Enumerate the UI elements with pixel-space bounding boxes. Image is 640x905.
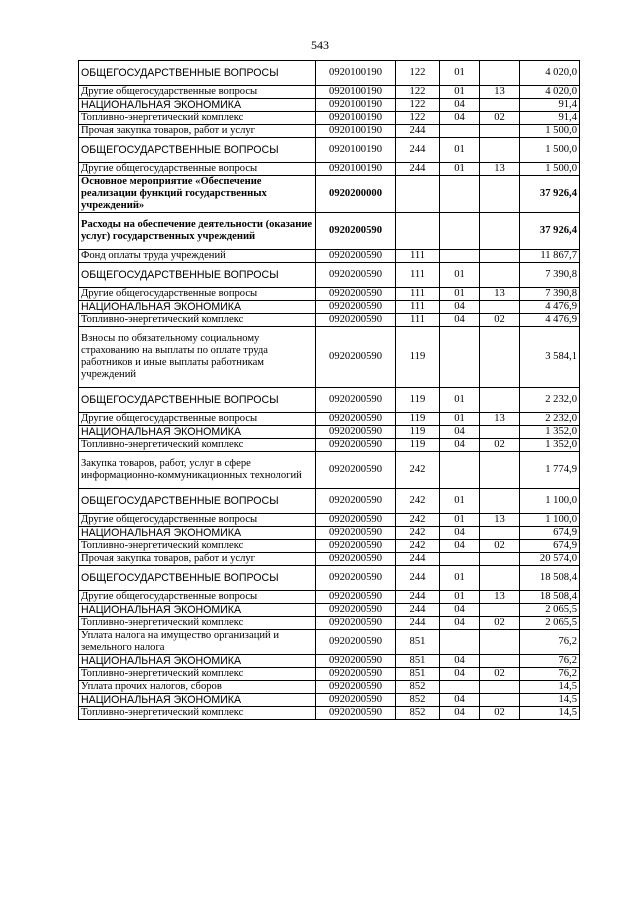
subsection-cell — [480, 655, 520, 668]
section-cell: 04 — [440, 112, 480, 125]
subsection-cell: 13 — [480, 288, 520, 301]
target-code-cell: 0920200590 — [316, 694, 396, 707]
section-cell — [440, 681, 480, 694]
subsection-cell — [480, 61, 520, 86]
expense-type-cell: 244 — [396, 591, 440, 604]
table-row — [79, 566, 580, 591]
amount-cell: 76,2 — [520, 630, 580, 655]
target-code-cell: 0920200590 — [316, 288, 396, 301]
page-number: 543 — [311, 38, 329, 52]
section-cell: 01 — [440, 263, 480, 288]
target-code-cell: 0920200590 — [316, 413, 396, 426]
subsection-cell — [480, 125, 520, 138]
expense-type-cell: 119 — [396, 388, 440, 413]
table-row — [79, 681, 580, 694]
expense-type-cell: 244 — [396, 604, 440, 617]
expense-type-cell: 244 — [396, 617, 440, 630]
amount-cell: 2 232,0 — [520, 388, 580, 413]
expense-type-cell — [396, 213, 440, 250]
amount-cell: 37 926,4 — [520, 176, 580, 213]
target-code-cell: 0920100190 — [316, 163, 396, 176]
row-name-cell: Топливно-энергетический комплекс — [79, 112, 316, 125]
section-cell — [440, 176, 480, 213]
subsection-cell — [480, 327, 520, 388]
target-code-cell: 0920100190 — [316, 61, 396, 86]
subsection-cell — [480, 138, 520, 163]
row-name-cell: НАЦИОНАЛЬНАЯ ЭКОНОМИКА — [79, 655, 316, 668]
amount-cell: 4 476,9 — [520, 301, 580, 314]
row-name-cell: Топливно-энергетический комплекс — [79, 439, 316, 452]
row-name-cell: Другие общегосударственные вопросы — [79, 591, 316, 604]
section-cell — [440, 553, 480, 566]
expense-type-cell: 852 — [396, 694, 440, 707]
amount-cell: 2 232,0 — [520, 413, 580, 426]
target-code-cell: 0920100190 — [316, 112, 396, 125]
target-code-cell: 0920200590 — [316, 630, 396, 655]
table-row — [79, 452, 580, 489]
row-name-cell: Другие общегосударственные вопросы — [79, 514, 316, 527]
table-row — [79, 301, 580, 314]
target-code-cell: 0920100190 — [316, 138, 396, 163]
row-name-cell: Закупка товаров, работ, услуг в сфере информационно-коммуникационных технологий — [79, 452, 316, 489]
expense-type-cell: 852 — [396, 707, 440, 720]
row-name-cell: НАЦИОНАЛЬНАЯ ЭКОНОМИКА — [79, 99, 316, 112]
section-cell: 01 — [440, 489, 480, 514]
amount-cell: 14,5 — [520, 694, 580, 707]
target-code-cell: 0920200590 — [316, 527, 396, 540]
amount-cell: 7 390,8 — [520, 288, 580, 301]
expense-type-cell: 242 — [396, 527, 440, 540]
row-name-cell: Другие общегосударственные вопросы — [79, 413, 316, 426]
amount-cell: 1 500,0 — [520, 138, 580, 163]
table-row — [79, 213, 580, 250]
row-name-cell: НАЦИОНАЛЬНАЯ ЭКОНОМИКА — [79, 527, 316, 540]
expense-type-cell: 119 — [396, 327, 440, 388]
amount-cell: 1 100,0 — [520, 514, 580, 527]
section-cell — [440, 250, 480, 263]
amount-cell: 11 867,7 — [520, 250, 580, 263]
expense-type-cell: 852 — [396, 681, 440, 694]
target-code-cell: 0920200590 — [316, 263, 396, 288]
table-row — [79, 138, 580, 163]
amount-cell: 4 020,0 — [520, 61, 580, 86]
row-name-cell: Топливно-энергетический комплекс — [79, 314, 316, 327]
target-code-cell: 0920200590 — [316, 566, 396, 591]
expense-type-cell: 122 — [396, 112, 440, 125]
subsection-cell — [480, 527, 520, 540]
target-code-cell: 0920200590 — [316, 489, 396, 514]
amount-cell: 37 926,4 — [520, 213, 580, 250]
row-name-cell: Прочая закупка товаров, работ и услуг — [79, 125, 316, 138]
table-row — [79, 426, 580, 439]
row-name-cell: НАЦИОНАЛЬНАЯ ЭКОНОМИКА — [79, 301, 316, 314]
target-code-cell: 0920200590 — [316, 388, 396, 413]
table-row — [79, 327, 580, 388]
expense-type-cell: 119 — [396, 439, 440, 452]
row-name-cell: Другие общегосударственные вопросы — [79, 288, 316, 301]
expense-type-cell: 111 — [396, 263, 440, 288]
section-cell: 04 — [440, 439, 480, 452]
table-row — [79, 553, 580, 566]
table-row — [79, 514, 580, 527]
row-name-cell: Уплата налога на имущество организаций и земельного налога — [79, 630, 316, 655]
amount-cell: 4 476,9 — [520, 314, 580, 327]
table-row — [79, 707, 580, 720]
subsection-cell — [480, 388, 520, 413]
expense-type-cell: 111 — [396, 288, 440, 301]
subsection-cell: 13 — [480, 413, 520, 426]
subsection-cell: 02 — [480, 314, 520, 327]
table-row — [79, 630, 580, 655]
table-row — [79, 86, 580, 99]
target-code-cell: 0920200590 — [316, 668, 396, 681]
expense-type-cell: 244 — [396, 138, 440, 163]
section-cell: 01 — [440, 138, 480, 163]
section-cell: 01 — [440, 163, 480, 176]
subsection-cell — [480, 263, 520, 288]
target-code-cell: 0920200590 — [316, 250, 396, 263]
amount-cell: 2 065,5 — [520, 604, 580, 617]
subsection-cell: 02 — [480, 540, 520, 553]
subsection-cell: 13 — [480, 591, 520, 604]
section-cell: 01 — [440, 288, 480, 301]
target-code-cell: 0920200590 — [316, 655, 396, 668]
section-cell: 04 — [440, 301, 480, 314]
table-row — [79, 163, 580, 176]
subsection-cell — [480, 176, 520, 213]
amount-cell: 2 065,5 — [520, 617, 580, 630]
amount-cell: 20 574,0 — [520, 553, 580, 566]
table-row — [79, 99, 580, 112]
table-row — [79, 604, 580, 617]
section-cell: 04 — [440, 668, 480, 681]
amount-cell: 1 100,0 — [520, 489, 580, 514]
expense-type-cell: 244 — [396, 566, 440, 591]
expense-type-cell: 244 — [396, 125, 440, 138]
row-name-cell: Основное мероприятие «Обеспечение реализации функций государственных учреждений» — [79, 176, 316, 213]
target-code-cell: 0920200590 — [316, 591, 396, 604]
expense-type-cell — [396, 176, 440, 213]
row-name-cell: Прочая закупка товаров, работ и услуг — [79, 553, 316, 566]
target-code-cell: 0920200590 — [316, 301, 396, 314]
amount-cell: 674,9 — [520, 540, 580, 553]
expense-type-cell: 851 — [396, 668, 440, 681]
expense-type-cell: 122 — [396, 61, 440, 86]
expense-type-cell: 242 — [396, 514, 440, 527]
amount-cell: 18 508,4 — [520, 566, 580, 591]
row-name-cell: ОБЩЕГОСУДАРСТВЕННЫЕ ВОПРОСЫ — [79, 489, 316, 514]
subsection-cell — [480, 489, 520, 514]
row-name-cell: ОБЩЕГОСУДАРСТВЕННЫЕ ВОПРОСЫ — [79, 61, 316, 86]
table-row — [79, 288, 580, 301]
target-code-cell: 0920200590 — [316, 314, 396, 327]
expense-type-cell: 111 — [396, 301, 440, 314]
subsection-cell — [480, 566, 520, 591]
row-name-cell: Другие общегосударственные вопросы — [79, 86, 316, 99]
section-cell: 04 — [440, 314, 480, 327]
subsection-cell: 13 — [480, 514, 520, 527]
table-row — [79, 250, 580, 263]
row-name-cell: Фонд оплаты труда учреждений — [79, 250, 316, 263]
table-row — [79, 439, 580, 452]
section-cell: 01 — [440, 591, 480, 604]
section-cell: 04 — [440, 540, 480, 553]
subsection-cell — [480, 694, 520, 707]
section-cell: 04 — [440, 694, 480, 707]
subsection-cell: 13 — [480, 163, 520, 176]
section-cell: 04 — [440, 426, 480, 439]
subsection-cell — [480, 301, 520, 314]
amount-cell: 3 584,1 — [520, 327, 580, 388]
row-name-cell: Топливно-энергетический комплекс — [79, 540, 316, 553]
expense-type-cell: 851 — [396, 655, 440, 668]
row-name-cell: Уплата прочих налогов, сборов — [79, 681, 316, 694]
target-code-cell: 0920100190 — [316, 86, 396, 99]
row-name-cell: Топливно-энергетический комплекс — [79, 707, 316, 720]
amount-cell: 91,4 — [520, 112, 580, 125]
table-row — [79, 314, 580, 327]
target-code-cell: 0920100190 — [316, 99, 396, 112]
section-cell — [440, 125, 480, 138]
amount-cell: 1 352,0 — [520, 439, 580, 452]
subsection-cell — [480, 426, 520, 439]
row-name-cell: Расходы на обеспечение деятельности (оказание услуг) государственных учреждений — [79, 213, 316, 250]
target-code-cell: 0920200590 — [316, 514, 396, 527]
section-cell: 04 — [440, 617, 480, 630]
target-code-cell: 0920200000 — [316, 176, 396, 213]
table-body — [79, 61, 580, 720]
row-name-cell: Топливно-энергетический комплекс — [79, 668, 316, 681]
row-name-cell: Взносы по обязательному социальному страхованию на выплаты по оплате труда работников и иные выплаты работникам учреждений — [79, 327, 316, 388]
section-cell — [440, 630, 480, 655]
table-row — [79, 413, 580, 426]
subsection-cell: 13 — [480, 86, 520, 99]
subsection-cell: 02 — [480, 112, 520, 125]
row-name-cell: ОБЩЕГОСУДАРСТВЕННЫЕ ВОПРОСЫ — [79, 566, 316, 591]
expense-type-cell: 111 — [396, 250, 440, 263]
target-code-cell: 0920200590 — [316, 439, 396, 452]
subsection-cell: 02 — [480, 707, 520, 720]
amount-cell: 4 020,0 — [520, 86, 580, 99]
subsection-cell — [480, 681, 520, 694]
amount-cell: 7 390,8 — [520, 263, 580, 288]
expense-type-cell: 111 — [396, 314, 440, 327]
amount-cell: 1 774,9 — [520, 452, 580, 489]
row-name-cell: НАЦИОНАЛЬНАЯ ЭКОНОМИКА — [79, 604, 316, 617]
table-row — [79, 591, 580, 604]
amount-cell: 76,2 — [520, 668, 580, 681]
subsection-cell — [480, 250, 520, 263]
table-row — [79, 668, 580, 681]
target-code-cell: 0920200590 — [316, 426, 396, 439]
subsection-cell — [480, 213, 520, 250]
expense-type-cell: 244 — [396, 163, 440, 176]
row-name-cell: НАЦИОНАЛЬНАЯ ЭКОНОМИКА — [79, 694, 316, 707]
target-code-cell: 0920200590 — [316, 707, 396, 720]
section-cell: 01 — [440, 86, 480, 99]
expense-type-cell: 242 — [396, 489, 440, 514]
subsection-cell: 02 — [480, 439, 520, 452]
subsection-cell — [480, 452, 520, 489]
amount-cell: 1 500,0 — [520, 125, 580, 138]
expense-type-cell: 119 — [396, 413, 440, 426]
row-name-cell: ОБЩЕГОСУДАРСТВЕННЫЕ ВОПРОСЫ — [79, 263, 316, 288]
amount-cell: 674,9 — [520, 527, 580, 540]
section-cell: 04 — [440, 99, 480, 112]
section-cell: 01 — [440, 566, 480, 591]
section-cell: 04 — [440, 655, 480, 668]
target-code-cell: 0920200590 — [316, 681, 396, 694]
table-row — [79, 489, 580, 514]
target-code-cell: 0920200590 — [316, 540, 396, 553]
amount-cell: 14,5 — [520, 707, 580, 720]
subsection-cell: 02 — [480, 617, 520, 630]
amount-cell: 1 352,0 — [520, 426, 580, 439]
amount-cell: 76,2 — [520, 655, 580, 668]
subsection-cell: 02 — [480, 668, 520, 681]
section-cell — [440, 452, 480, 489]
amount-cell: 91,4 — [520, 99, 580, 112]
table-row — [79, 263, 580, 288]
subsection-cell — [480, 604, 520, 617]
table-row — [79, 617, 580, 630]
row-name-cell: ОБЩЕГОСУДАРСТВЕННЫЕ ВОПРОСЫ — [79, 138, 316, 163]
section-cell — [440, 213, 480, 250]
table-row — [79, 540, 580, 553]
target-code-cell: 0920200590 — [316, 452, 396, 489]
amount-cell: 18 508,4 — [520, 591, 580, 604]
amount-cell: 1 500,0 — [520, 163, 580, 176]
target-code-cell: 0920200590 — [316, 213, 396, 250]
section-cell: 04 — [440, 527, 480, 540]
target-code-cell: 0920200590 — [316, 553, 396, 566]
section-cell: 04 — [440, 604, 480, 617]
expense-type-cell: 122 — [396, 99, 440, 112]
section-cell: 04 — [440, 707, 480, 720]
table-row — [79, 176, 580, 213]
target-code-cell: 0920200590 — [316, 604, 396, 617]
subsection-cell — [480, 553, 520, 566]
table-row — [79, 125, 580, 138]
section-cell: 01 — [440, 413, 480, 426]
expense-type-cell: 122 — [396, 86, 440, 99]
row-name-cell: НАЦИОНАЛЬНАЯ ЭКОНОМИКА — [79, 426, 316, 439]
target-code-cell: 0920200590 — [316, 327, 396, 388]
subsection-cell — [480, 99, 520, 112]
section-cell — [440, 327, 480, 388]
table-row — [79, 655, 580, 668]
section-cell: 01 — [440, 388, 480, 413]
table-row — [79, 61, 580, 86]
expense-type-cell: 242 — [396, 540, 440, 553]
row-name-cell: Топливно-энергетический комплекс — [79, 617, 316, 630]
amount-cell: 14,5 — [520, 681, 580, 694]
target-code-cell: 0920100190 — [316, 125, 396, 138]
table-row — [79, 527, 580, 540]
target-code-cell: 0920200590 — [316, 617, 396, 630]
section-cell: 01 — [440, 61, 480, 86]
row-name-cell: Другие общегосударственные вопросы — [79, 163, 316, 176]
section-cell: 01 — [440, 514, 480, 527]
subsection-cell — [480, 630, 520, 655]
table-row — [79, 112, 580, 125]
expense-type-cell: 119 — [396, 426, 440, 439]
table-row — [79, 694, 580, 707]
table-row — [79, 388, 580, 413]
expense-type-cell: 851 — [396, 630, 440, 655]
row-name-cell: ОБЩЕГОСУДАРСТВЕННЫЕ ВОПРОСЫ — [79, 388, 316, 413]
expense-type-cell: 244 — [396, 553, 440, 566]
expense-type-cell: 242 — [396, 452, 440, 489]
budget-table — [78, 60, 580, 720]
